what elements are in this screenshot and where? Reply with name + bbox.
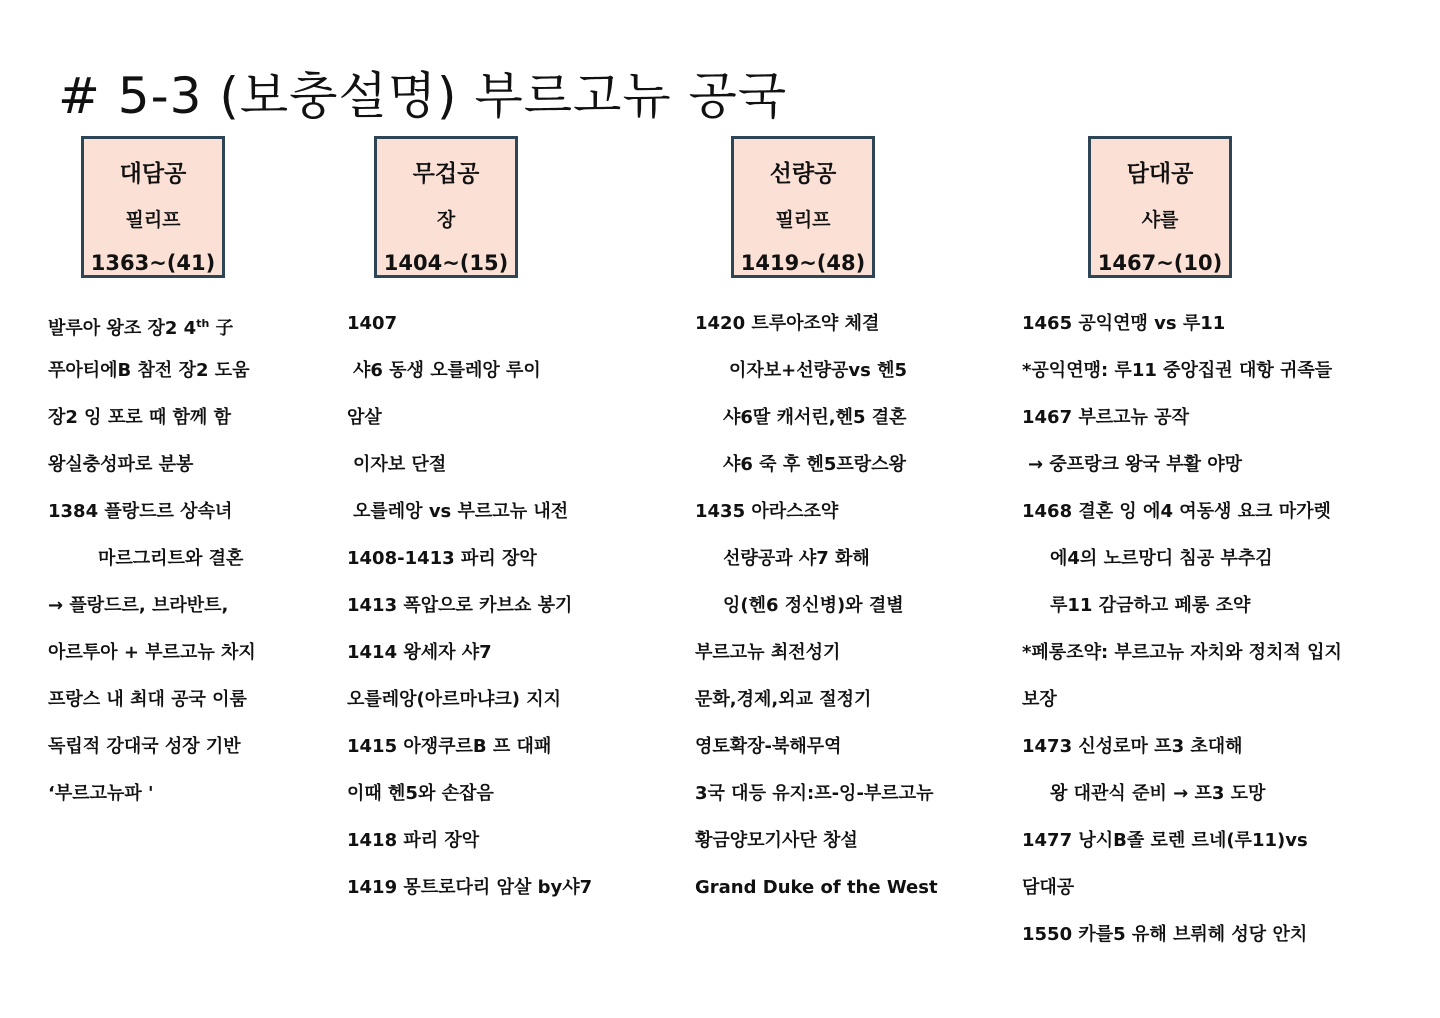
text-line: 영토확장-북해무역 [695, 736, 842, 757]
text-line: 1435 아라스조약 [695, 501, 839, 522]
text-line: 1465 공익연맹 vs 루11 [1022, 313, 1226, 334]
text-line: *공익연맹: 루11 중앙집권 대항 귀족들 [1022, 360, 1333, 381]
text-line: 1384 플랑드르 상속녀 [48, 501, 233, 522]
text-line: *페롱조약: 부르고뉴 자치와 정치적 입지 [1022, 642, 1342, 663]
card-title: 담대공 [1126, 161, 1194, 187]
text-line: 왕실충성파로 분봉 [48, 454, 194, 475]
text-line: 루11 감금하고 페롱 조약 [1050, 595, 1251, 616]
card-years: 1419~(48) [740, 251, 866, 275]
text-line-tail: 子 [209, 318, 234, 339]
text-line: 에4의 노르망디 침공 부추김 [1050, 548, 1273, 569]
text-line: 1414 왕세자 샤7 [347, 642, 492, 663]
text-line: → 플랑드르, 브라반트, [48, 595, 229, 616]
text-line: 1550 카를5 유해 브뤼헤 성당 안치 [1022, 924, 1308, 945]
text-line: 3국 대등 유지:프-잉-부르고뉴 [695, 783, 934, 804]
text-line: 1473 신성로마 프3 초대해 [1022, 736, 1243, 757]
text-line: 보장 [1022, 689, 1057, 710]
text-line: 오를레앙(아르마냐크) 지지 [347, 689, 561, 710]
ordinal-suffix: th [196, 317, 210, 330]
text-line [48, 310, 256, 357]
text-line: 1418 파리 장악 [347, 830, 480, 851]
text-line: 부르고뉴 최전성기 [695, 642, 841, 663]
card-title: 선량공 [769, 161, 837, 187]
text-line: 푸아티에B 참전 장2 도움 [48, 360, 250, 381]
text-line: 이자보+선량공vs 헨5 [729, 360, 908, 381]
text-line: 1413 폭압으로 카브쇼 봉기 [347, 595, 573, 616]
text-line: 황금양모기사단 창설 [695, 830, 858, 851]
text-line: 문화,경제,외교 절정기 [695, 689, 872, 710]
text-line: 마르그리트와 결혼 [98, 548, 244, 569]
card-years: 1363~(41) [90, 251, 216, 275]
column-philip-bold [48, 310, 256, 827]
card-title: 무겁공 [412, 161, 480, 187]
text-line: 1468 결혼 잉 에4 여동생 요크 마가렛 [1022, 501, 1331, 522]
text-line: 잉(헨6 정신병)와 결별 [723, 595, 904, 616]
text-line: 샤6딸 캐서린,헨5 결혼 [723, 407, 907, 428]
card-title: 대담공 [119, 161, 187, 187]
text-line: 선량공과 샤7 화해 [723, 548, 870, 569]
card-name: 장 [436, 209, 456, 231]
text-line: Grand Duke of the West [695, 877, 938, 898]
duke-card-charles-bold [1088, 136, 1232, 278]
text-line: ‘부르고뉴파 ' [48, 783, 154, 804]
text-line: 아르투아 + 부르고뉴 차지 [48, 642, 256, 663]
text-line: 오를레앙 vs 부르고뉴 내전 [353, 501, 569, 522]
text-line: 샤6 동생 오를레앙 루이 [353, 360, 541, 381]
text-line: 1467 부르고뉴 공작 [1022, 407, 1189, 428]
text-line: 왕 대관식 준비 → 프3 도망 [1050, 783, 1266, 804]
page-title: # 5-3 (보충설명) 부르고뉴 공국 [58, 67, 788, 125]
text-line: 샤6 죽 후 헨5프랑스왕 [723, 454, 906, 475]
card-name: 필리프 [125, 209, 181, 231]
text-line: 암살 [347, 407, 382, 428]
text-line: 1419 몽트로다리 암살 by샤7 [347, 877, 593, 898]
text-line: → 중프랑크 왕국 부활 야망 [1028, 454, 1243, 475]
text-line: 장2 잉 포로 때 함께 함 [48, 407, 231, 428]
text-line: 1408-1413 파리 장악 [347, 548, 537, 569]
text-line: 이자보 단절 [353, 454, 447, 475]
card-name: 필리프 [775, 209, 831, 231]
duke-card-philip-good [731, 136, 875, 278]
text-line: 1407 [347, 313, 398, 334]
column-philip-good [695, 310, 938, 921]
text-line: 1477 낭시B졸 로렌 르네(루11)vs [1022, 830, 1308, 851]
text-line: 담대공 [1022, 877, 1075, 898]
text-line: 프랑스 내 최대 공국 이룸 [48, 689, 247, 710]
column-charles-bold [1022, 310, 1342, 968]
card-name: 샤를 [1141, 209, 1179, 231]
text-line: 독립적 강대국 성장 기반 [48, 736, 241, 757]
duke-card-john-fearless [374, 136, 518, 278]
text-line-main: 발루아 왕조 장2 4 [48, 318, 197, 339]
duke-card-philip-bold [81, 136, 225, 278]
card-years: 1404~(15) [383, 251, 509, 275]
card-years: 1467~(10) [1097, 251, 1223, 275]
text-line: 1420 트루아조약 체결 [695, 313, 880, 334]
text-line: 1415 아쟁쿠르B 프 대패 [347, 736, 552, 757]
column-john-fearless [347, 310, 592, 921]
text-line: 이때 헨5와 손잡음 [347, 783, 494, 804]
